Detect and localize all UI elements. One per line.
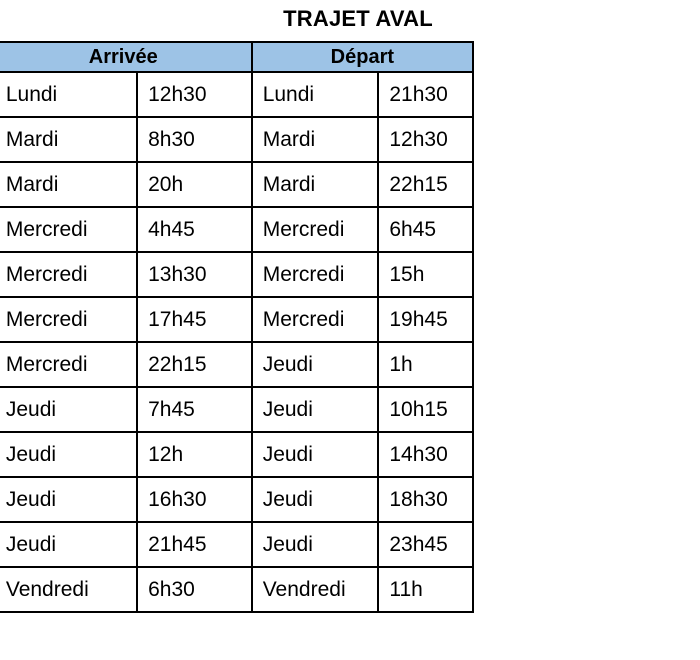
departure-day-cell: Mardi	[252, 117, 379, 162]
departure-day-cell: Mercredi	[252, 297, 379, 342]
table-row	[0, 72, 473, 117]
departure-time-cell: 10h15	[378, 387, 473, 432]
departure-day-cell: Jeudi	[252, 387, 379, 432]
arrival-day-cell: Mardi	[0, 117, 137, 162]
table-row	[0, 387, 473, 432]
table-row	[0, 207, 473, 252]
departure-time-cell: 11h	[378, 567, 473, 612]
departure-time-cell: 23h45	[378, 522, 473, 567]
table-row	[0, 477, 473, 522]
page-title: TRAJET AVAL	[283, 6, 433, 31]
arrival-time-cell: 16h30	[137, 477, 252, 522]
arrival-time-cell: 12h30	[137, 72, 252, 117]
schedule-table	[0, 41, 474, 613]
departure-day-cell: Mercredi	[252, 207, 379, 252]
arrival-time-cell: 4h45	[137, 207, 252, 252]
table-row	[0, 252, 473, 297]
table-row	[0, 342, 473, 387]
departure-time-cell: 12h30	[378, 117, 473, 162]
arrival-time-cell: 21h45	[137, 522, 252, 567]
arrival-time-cell: 17h45	[137, 297, 252, 342]
arrival-time-cell: 22h15	[137, 342, 252, 387]
departure-day-cell: Jeudi	[252, 522, 379, 567]
departure-time-cell: 15h	[378, 252, 473, 297]
departure-day-cell: Jeudi	[252, 477, 379, 522]
table-row	[0, 162, 473, 207]
arrival-day-cell: Jeudi	[0, 387, 137, 432]
arrival-day-cell: Mercredi	[0, 297, 137, 342]
departure-day-cell: Jeudi	[252, 342, 379, 387]
departure-day-cell: Mercredi	[252, 252, 379, 297]
departure-day-cell: Jeudi	[252, 432, 379, 477]
arrival-day-cell: Jeudi	[0, 432, 137, 477]
departure-time-cell: 14h30	[378, 432, 473, 477]
departure-day-cell: Lundi	[252, 72, 379, 117]
arrival-day-cell: Mardi	[0, 162, 137, 207]
departure-time-cell: 18h30	[378, 477, 473, 522]
departure-time-cell: 6h45	[378, 207, 473, 252]
arrival-header: Arrivée	[0, 42, 252, 72]
departure-header: Départ	[252, 42, 473, 72]
table-row	[0, 117, 473, 162]
table-row	[0, 567, 473, 612]
arrival-day-cell: Mercredi	[0, 207, 137, 252]
arrival-day-cell: Lundi	[0, 72, 137, 117]
arrival-day-cell: Jeudi	[0, 522, 137, 567]
table-row	[0, 297, 473, 342]
arrival-day-cell: Jeudi	[0, 477, 137, 522]
table-body	[0, 72, 473, 612]
departure-time-cell: 21h30	[378, 72, 473, 117]
arrival-time-cell: 20h	[137, 162, 252, 207]
departure-day-cell: Mardi	[252, 162, 379, 207]
arrival-time-cell: 13h30	[137, 252, 252, 297]
header-row	[0, 42, 473, 72]
table-row	[0, 522, 473, 567]
departure-time-cell: 19h45	[378, 297, 473, 342]
arrival-day-cell: Mercredi	[0, 342, 137, 387]
arrival-time-cell: 12h	[137, 432, 252, 477]
table-header	[0, 42, 473, 72]
arrival-time-cell: 7h45	[137, 387, 252, 432]
departure-time-cell: 22h15	[378, 162, 473, 207]
arrival-time-cell: 6h30	[137, 567, 252, 612]
departure-time-cell: 1h	[378, 342, 473, 387]
arrival-day-cell: Mercredi	[0, 252, 137, 297]
arrival-time-cell: 8h30	[137, 117, 252, 162]
arrival-day-cell: Vendredi	[0, 567, 137, 612]
table-row	[0, 432, 473, 477]
departure-day-cell: Vendredi	[252, 567, 379, 612]
